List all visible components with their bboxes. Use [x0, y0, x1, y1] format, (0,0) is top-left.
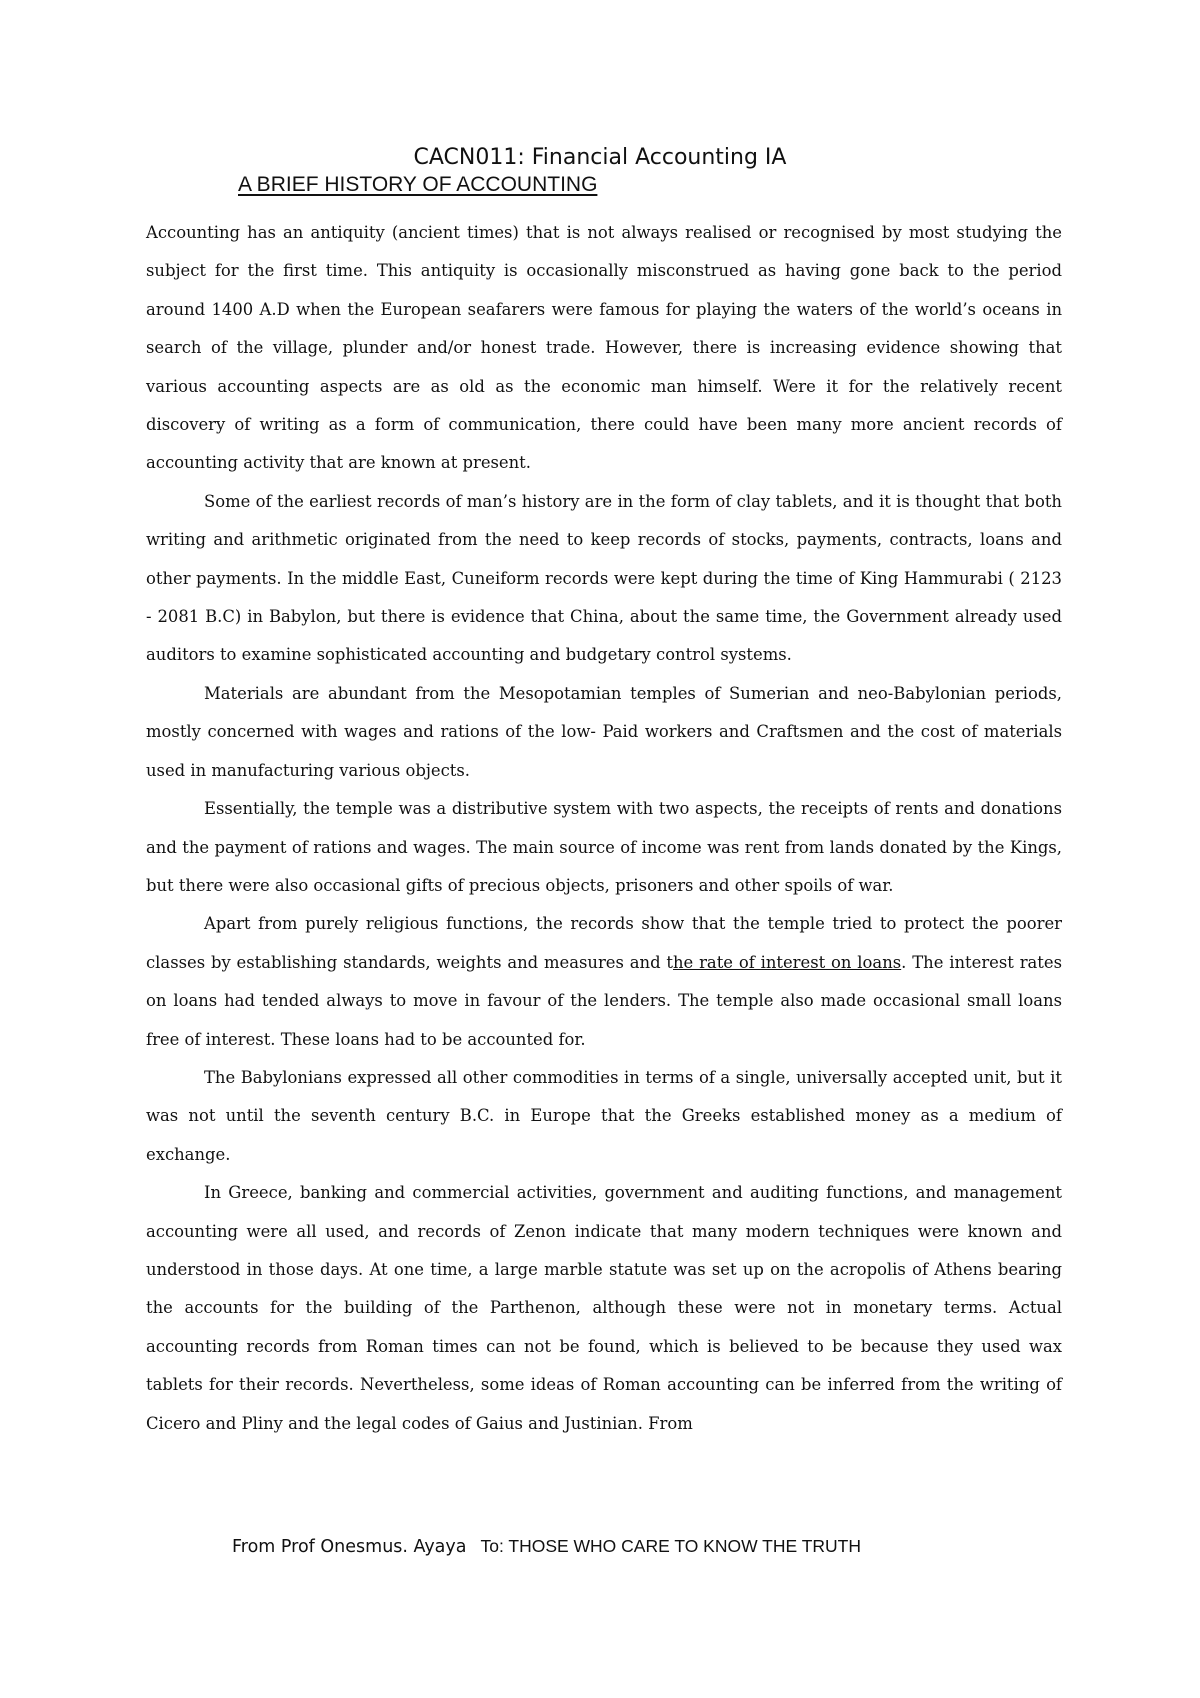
footer-audience: To: THOSE WHO CARE TO KNOW THE TRUTH [480, 1536, 861, 1556]
document-heading: A BRIEF HISTORY OF ACCOUNTING [238, 173, 598, 196]
paragraph-5-text-start: Apart from purely religious functions, the records show that the temple tried to protect the poorer classes by establishing standards, weights and measures and t [146, 914, 1062, 972]
paragraph-5-text-end: . The interest rates on loans had tended always to move in favour of the lenders. The temple also made occasional small loans free of interest. These loans had to be accounted for. [146, 952, 1063, 1049]
course-title: CACN011: Financial Accounting IA [413, 145, 787, 170]
underlined-phrase: he rate of interest on loans [673, 952, 902, 972]
page-footer [232, 1534, 861, 1559]
document-body [146, 214, 1062, 1443]
paragraph-3: Materials are abundant from the Mesopotamian temples of Sumerian and neo-Babylonian periods, mostly concerned with wages and rations of the low- Paid workers and Craftsmen and the cost of materials used in manufacturing various objects. [146, 683, 1062, 780]
paragraph-7: In Greece, banking and commercial activities, government and auditing functions, and management accounting were all used, and records of Zenon indicate that many modern techniques were known and understood in those days. At one time, a large marble statute was set up on the acropolis of Athens bearing the accounts for the building of the Parthenon, although these were not in monetary terms. Actual accounting records from Roman times can not be found, which is believed to be because they used wax tablets for their records. Nevertheless, some ideas of Roman accounting can be inferred from the writing of Cicero and Pliny and the legal codes of Gaius and Justinian. From [146, 1183, 1062, 1433]
paragraph-4: Essentially, the temple was a distributive system with two aspects, the receipts of rents and donations and the payment of rations and wages. The main source of income was rent from lands donated by the Kings, but there were also occasional gifts of precious objects, prisoners and other spoils of war. [146, 799, 1062, 895]
footer-author: From Prof Onesmus. Ayaya [232, 1537, 467, 1557]
paragraph-1: Accounting has an antiquity (ancient times) that is not always realised or recognised by most studying the subject for the first time. This antiquity is occasionally misconstrued as having gone back to the period around 1400 A.D when the European seafarers were famous for playing the waters of the world’s oceans in search of the village, plunder and/or honest trade. However, there is increasing evidence showing that various accounting aspects are as old as the economic man himself. Were it for the relatively recent discovery of writing as a form of communication, there could have been many more ancient records of accounting activity that are known at present. [146, 223, 1062, 473]
paragraph-6: The Babylonians expressed all other commodities in terms of a single, universally accepted unit, but it was not until the seventh century B.C. in Europe that the Greeks established money as a medium of exchange. [146, 1067, 1062, 1164]
paragraph-2: Some of the earliest records of man’s history are in the form of clay tablets, and it is thought that both writing and arithmetic originated from the need to keep records of stocks, payments, contracts, loans and other payments. In the middle East, Cuneiform records were kept during the time of King Hammurabi ( 2123 - 2081 B.C) in Babylon, but there is evidence that China, about the same time, the Government already used auditors to examine sophisticated accounting and budgetary control systems. [146, 491, 1062, 665]
paragraph-5 [146, 905, 1062, 1059]
